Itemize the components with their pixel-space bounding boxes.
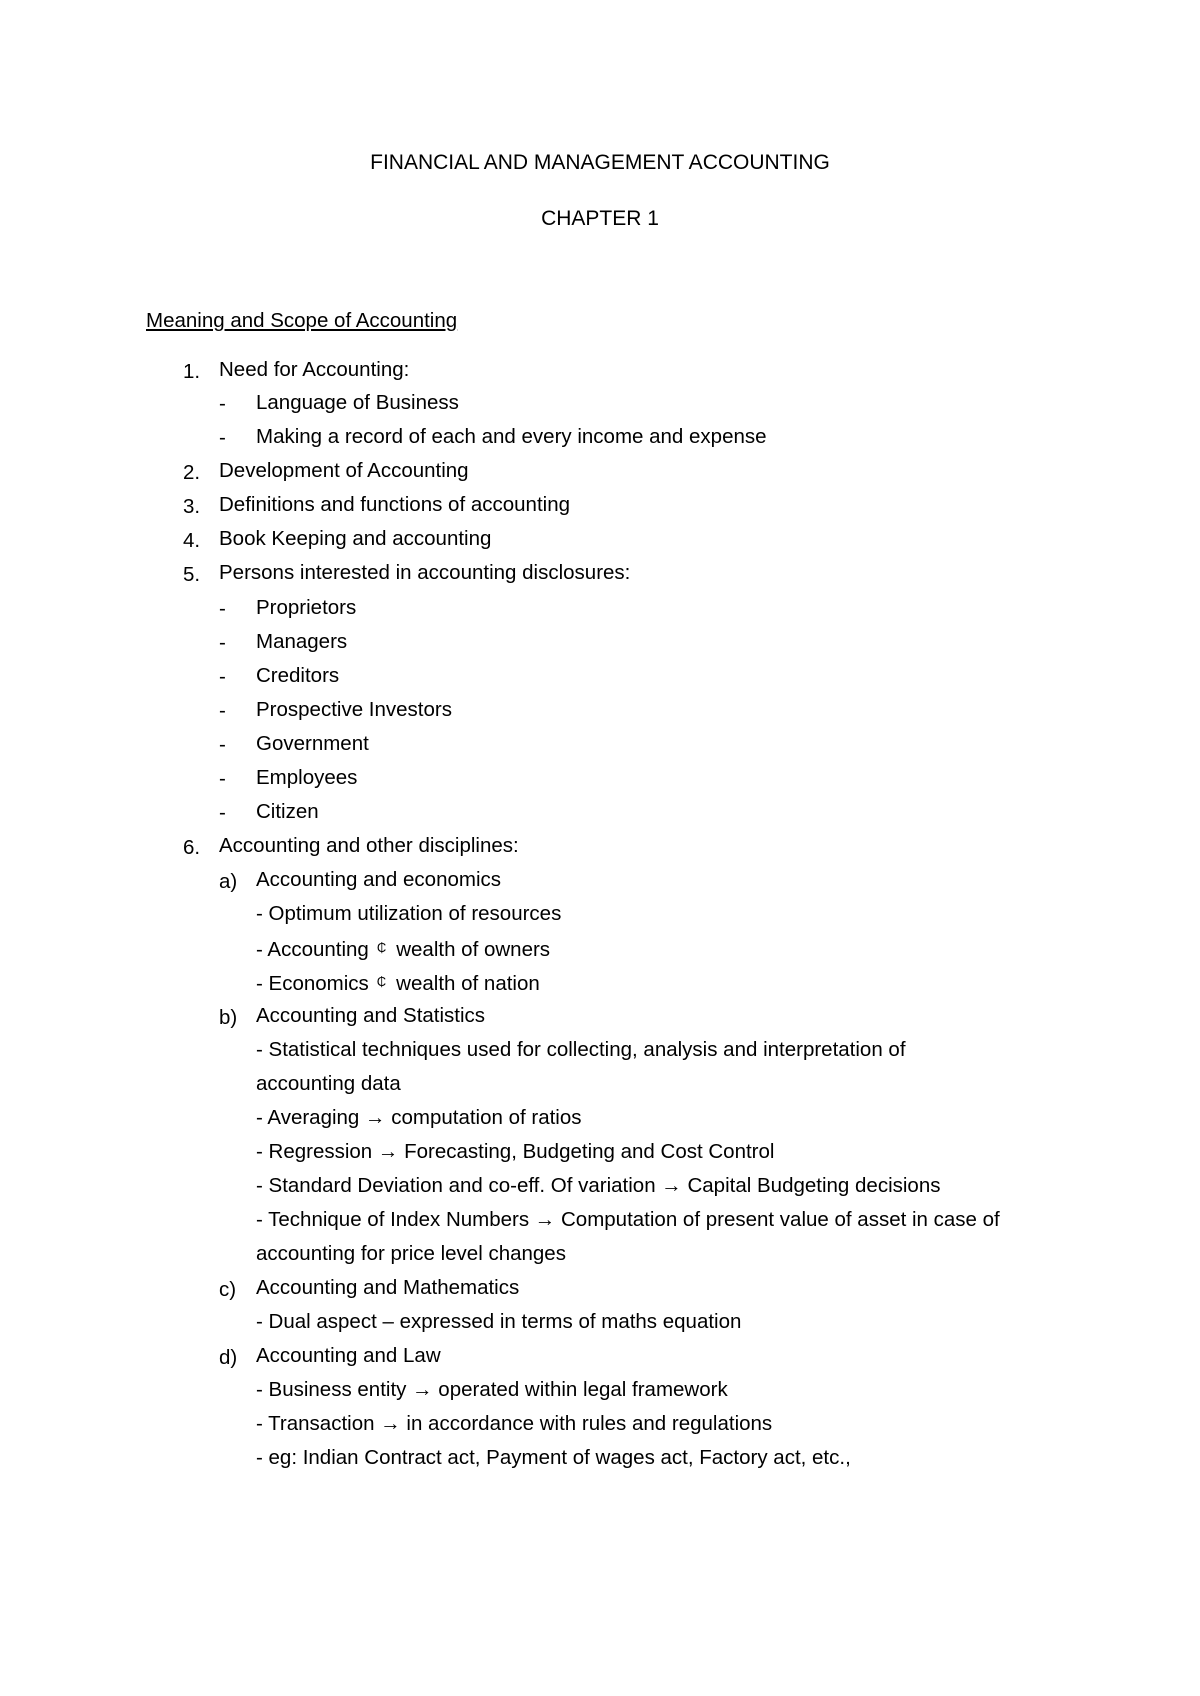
list-item: Prospective Investors <box>256 698 452 721</box>
list-item-left: - Economics <box>256 972 369 995</box>
list-item: Managers <box>256 630 348 653</box>
relation-icon: ₵ <box>376 940 387 955</box>
list-item: Language of Business <box>256 391 459 414</box>
list-item: - Averaging → computation of ratios <box>256 1106 582 1129</box>
list-item-left: - Accounting <box>256 938 369 961</box>
list-item: Definitions and functions of accounting <box>219 493 571 516</box>
list-item: Persons interested in accounting disclosures: <box>219 561 631 584</box>
list-letter: b) <box>219 1006 238 1029</box>
relation-icon: ₵ <box>376 974 387 989</box>
list-number: 1. <box>183 360 201 383</box>
list-item <box>256 969 540 997</box>
list-item: Accounting and Mathematics <box>256 1276 520 1299</box>
list-item: Proprietors <box>256 596 357 619</box>
list-item: Book Keeping and accounting <box>219 527 492 550</box>
list-item: Making a record of each and every income and expense <box>256 425 767 448</box>
chapter-heading: CHAPTER 1 <box>541 207 659 230</box>
list-item: Creditors <box>256 664 340 687</box>
list-item: accounting data <box>256 1072 401 1095</box>
list-letter: a) <box>219 870 238 893</box>
document-title: FINANCIAL AND MANAGEMENT ACCOUNTING <box>370 151 830 174</box>
list-item: Development of Accounting <box>219 459 469 482</box>
list-item-right: wealth of owners <box>396 938 551 961</box>
list-item: Employees <box>256 766 358 789</box>
list-number: 3. <box>183 495 201 518</box>
list-number: 4. <box>183 529 201 552</box>
list-item: - Business entity → operated within legal framework <box>256 1378 728 1401</box>
list-item: Accounting and economics <box>256 868 502 891</box>
list-item: - Technique of Index Numbers → Computation of present value of asset in case of <box>256 1208 1000 1231</box>
list-item: Need for Accounting: <box>219 358 410 381</box>
bullet-dash: - <box>219 801 226 824</box>
list-number: 6. <box>183 836 201 859</box>
list-item: - Dual aspect – expressed in terms of maths equation <box>256 1310 742 1333</box>
bullet-dash: - <box>219 733 226 756</box>
list-item: Citizen <box>256 800 319 823</box>
bullet-dash: - <box>219 426 226 449</box>
bullet-dash: - <box>219 392 226 415</box>
list-item: Accounting and other disciplines: <box>219 834 519 857</box>
list-letter: c) <box>219 1278 237 1301</box>
list-item: Accounting and Statistics <box>256 1004 486 1027</box>
list-item: - Standard Deviation and co-eff. Of variation → Capital Budgeting decisions <box>256 1174 941 1197</box>
bullet-dash: - <box>219 597 226 620</box>
section-heading: Meaning and Scope of Accounting <box>146 309 458 332</box>
list-item <box>256 935 550 963</box>
bullet-dash: - <box>219 665 226 688</box>
list-number: 2. <box>183 461 201 484</box>
list-item: - Transaction → in accordance with rules and regulations <box>256 1412 773 1435</box>
list-item: accounting for price level changes <box>256 1242 566 1265</box>
list-item: Accounting and Law <box>256 1344 441 1367</box>
bullet-dash: - <box>219 767 226 790</box>
list-item-right: wealth of nation <box>396 972 540 995</box>
list-item: - eg: Indian Contract act, Payment of wages act, Factory act, etc., <box>256 1446 851 1469</box>
list-item: - Regression → Forecasting, Budgeting and Cost Control <box>256 1140 775 1163</box>
list-letter: d) <box>219 1346 238 1369</box>
list-item: - Optimum utilization of resources <box>256 902 562 925</box>
list-item: - Statistical techniques used for collecting, analysis and interpretation of <box>256 1038 906 1061</box>
bullet-dash: - <box>219 631 226 654</box>
list-number: 5. <box>183 563 201 586</box>
bullet-dash: - <box>219 699 226 722</box>
list-item: Government <box>256 732 369 755</box>
